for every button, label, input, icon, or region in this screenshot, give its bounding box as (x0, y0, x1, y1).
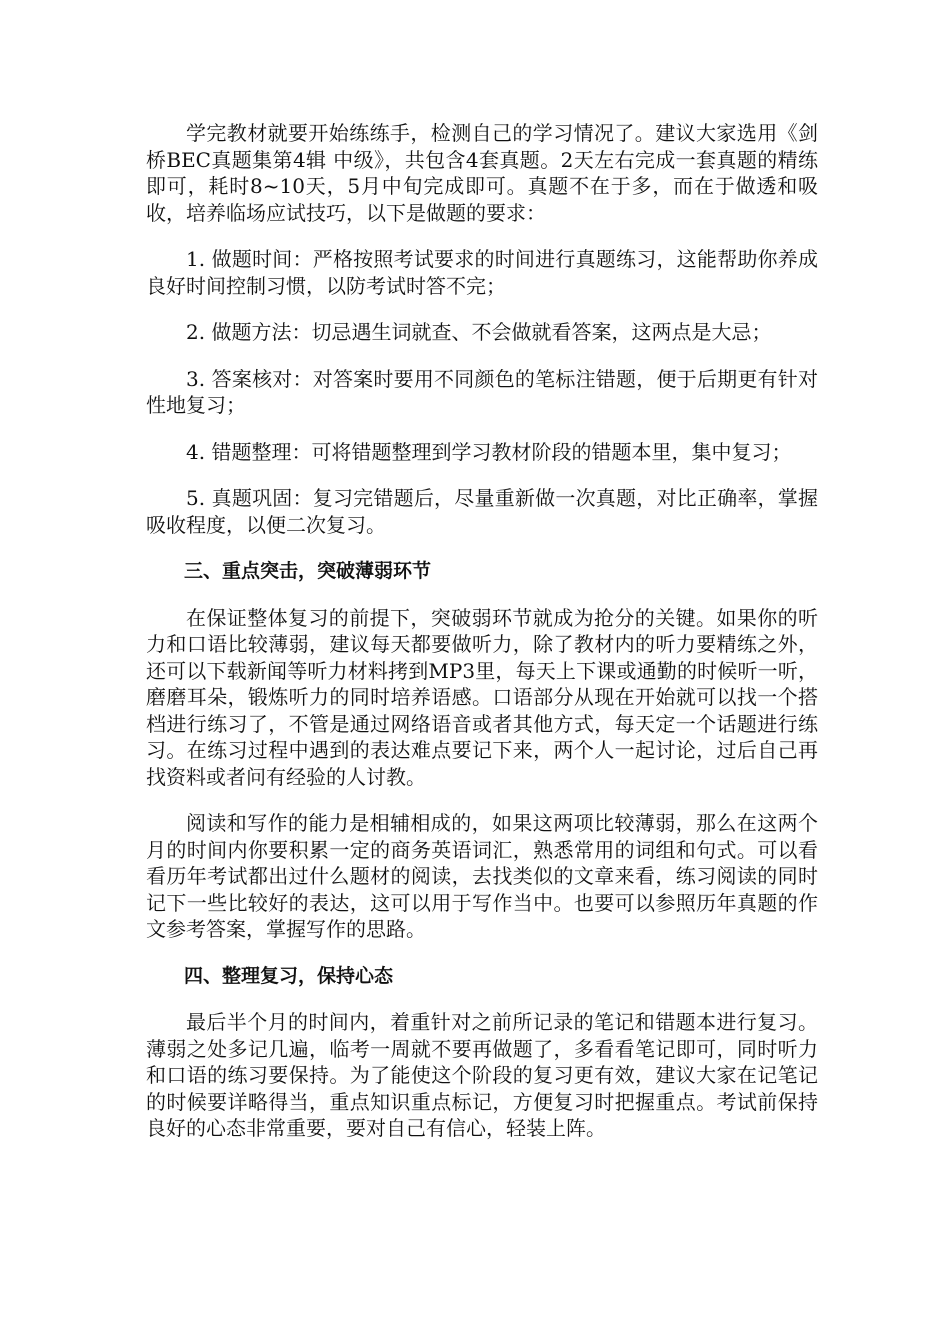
section-3-paragraph-1: 在保证整体复习的前提下，突破弱环节就成为抢分的关键。如果你的听力和口语比较薄弱，建议每天都要做听力，除了教材内的听力要精练之外，还可以下载新闻等听力材料拷到MP3里，每天上下课或通勤的时候听一听，磨磨耳朵，锻炼听力的同时培养语感。口语部分从现在开始就可以找一个搭档进行练习了，不管是通过网络语音或者其他方式，每天定一个话题进行练习。在练习过程中遇到的表达难点要记下来，两个人一起讨论，过后自己再找资料或者问有经验的人讨教。 (146, 605, 818, 789)
section-heading-4: 四、整理复习，保持心态 (184, 964, 394, 987)
requirement-item-5: 5. 真题巩固：复习完错题后，尽量重新做一次真题，对比正确率，掌握吸收程度，以便二次复习。 (146, 486, 818, 537)
requirement-item-4: 4. 错题整理：可将错题整理到学习教材阶段的错题本里，集中复习； (186, 439, 792, 464)
document-page (146, 120, 818, 1162)
requirement-item-3: 3. 答案核对：对答案时要用不同颜色的笔标注错题，便于后期更有针对性地复习； (146, 366, 818, 417)
requirement-item-1: 1. 做题时间：严格按照考试要求的时间进行真题练习，这能帮助你养成良好时间控制习惯，以防考试时答不完； (146, 247, 818, 298)
requirement-item-2: 2. 做题方法：切忌遇生词就查、不会做就看答案，这两点是大忌； (186, 320, 772, 344)
section-4-paragraph: 最后半个月的时间内，着重针对之前所记录的笔记和错题本进行复习。薄弱之处多记几遍，临考一周就不要再做题了，多看看笔记即可，同时听力和口语的练习要保持。为了能使这个阶段的复习更有效，建议大家在记笔记的时候要详略得当，重点知识重点标记，方便复习时把握重点。考试前保持良好的心态非常重要，要对自己有信心，轻装上阵。 (146, 1010, 818, 1140)
intro-paragraph: 学完教材就要开始练练手，检测自己的学习情况了。建议大家选用《剑桥BEC真题集第4辑 中级》，共包含4套真题。2天左右完成一套真题的精练即可，耗时8~10天，5月中旬完成即可。真题不在于多，而在于做透和吸收，培养临场应试技巧，以下是做题的要求： (146, 121, 818, 225)
section-3-paragraph-2: 阅读和写作的能力是相辅相成的，如果这两项比较薄弱，那么在这两个月的时间内你要积累一定的商务英语词汇，熟悉常用的词组和句式。可以看看历年考试都出过什么题材的阅读，去找类似的文章来看，练习阅读的同时记下一些比较好的表达，这可以用于写作当中。也要可以参照历年真题的作文参考答案，掌握写作的思路。 (146, 811, 818, 941)
section-heading-3: 三、重点突击，突破薄弱环节 (184, 560, 432, 582)
